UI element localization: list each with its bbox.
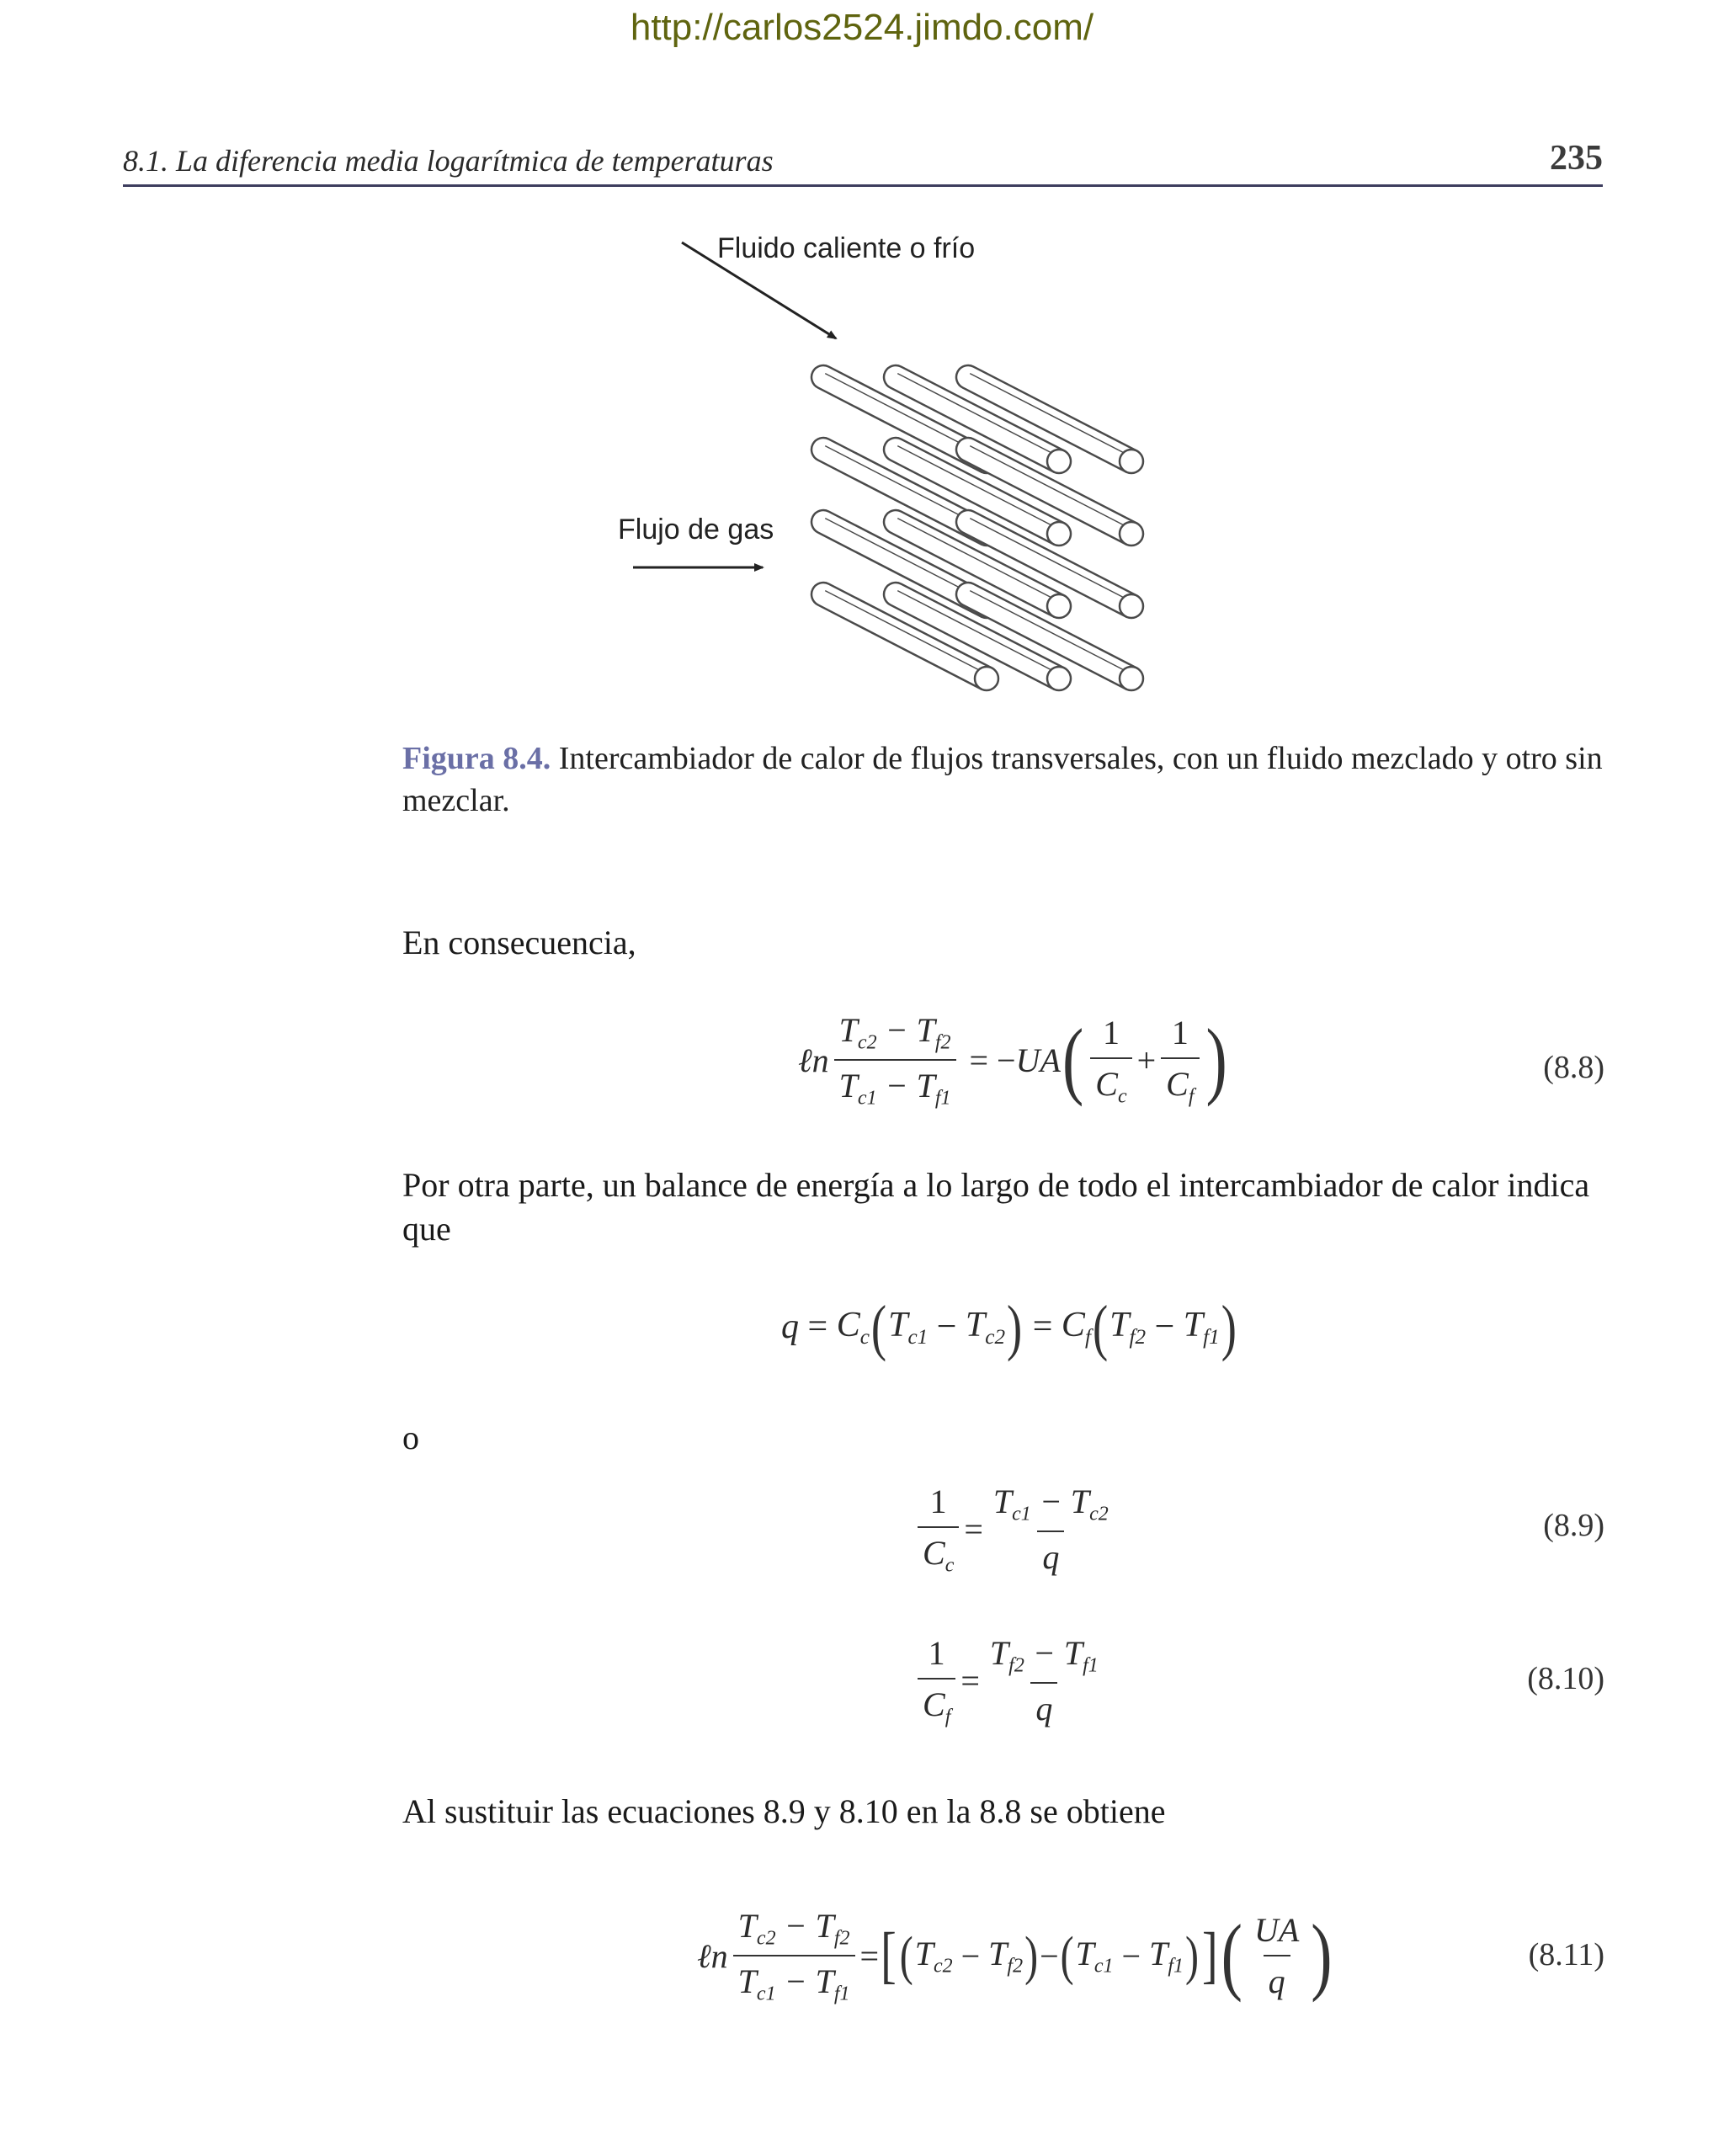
equation-8-8: ℓn $\frac{T_{c2} - T_{f2}}{T_{c1} - T_{f1}}$ = − UA ( $\frac{1}{C_c}$ + $\frac{1}{C_f}$ ) bbox=[798, 1011, 1227, 1110]
running-head: 8.1. La diferencia media logarítmica de temperaturas bbox=[123, 144, 774, 178]
tube-end-cap bbox=[1120, 450, 1143, 473]
equation-8-11: ℓn $\frac{T_{c2} - T_{f2}}{T_{c1} - T_{f1}}$ = [ ( $T_{c2}$ − $T_{f2}$ ) − ( $T_{c1}$ − $T_{f1}$ ) ] ( $\frac{UA}{q}$ ) bbox=[697, 1907, 1333, 2005]
paragraph-or: o bbox=[402, 1419, 419, 1456]
tube-bank bbox=[811, 365, 1143, 690]
figure-label-fluid: Fluido caliente o frío bbox=[717, 232, 976, 264]
equation-8-9: $\frac{1}{C_c}$ = $\frac{T_{c1} - T_{c2}}{q}$ bbox=[913, 1482, 1119, 1577]
equation-number-8-10: (8.10) bbox=[1527, 1661, 1604, 1696]
tube-end-cap bbox=[975, 667, 998, 690]
tube-end-cap bbox=[1047, 594, 1071, 618]
figure-label-gas: Flujo de gas bbox=[618, 514, 774, 546]
tube-end-cap bbox=[1120, 594, 1143, 618]
tube-end-cap bbox=[1047, 522, 1071, 546]
source-url[interactable]: http://carlos2524.jimdo.com/ bbox=[630, 7, 1094, 48]
equation-heat-balance: q = $C_c$ ( $T_{c1}$ − $T_{c2}$ ) = $C_f$ ( $T_{f2}$ − $T_{f1}$ ) bbox=[781, 1292, 1237, 1362]
caption-text: Intercambiador de calor de flujos transversales, con un fluido mezclado y otro sin mezclar. bbox=[402, 741, 1603, 818]
equation-number-8-11: (8.11) bbox=[1528, 1937, 1604, 1972]
equation-number-8-9: (8.9) bbox=[1543, 1508, 1604, 1543]
tube-end-cap bbox=[1120, 522, 1143, 546]
figure-caption bbox=[402, 737, 1606, 822]
tube-end-cap bbox=[1047, 667, 1071, 690]
crossflow-figure bbox=[0, 0, 1724, 758]
equation-8-10: $\frac{1}{C_f}$ = $\frac{T_{f2} - T_{f1}}{q}$ bbox=[913, 1633, 1109, 1728]
fluid-arrow bbox=[682, 242, 836, 338]
page-number: 235 bbox=[1550, 139, 1603, 178]
tube-end-cap bbox=[1047, 450, 1071, 473]
equation-number-8-8: (8.8) bbox=[1543, 1050, 1604, 1085]
paragraph-energy-balance: Por otra parte, un balance de energía a lo largo de todo el intercambiador de calor indica que bbox=[402, 1166, 1590, 1248]
caption-label: Figura 8.4. bbox=[402, 741, 551, 776]
paragraph-substitution: Al sustituir las ecuaciones 8.9 y 8.10 en la 8.8 se obtiene bbox=[402, 1792, 1166, 1830]
tube-end-cap bbox=[1120, 667, 1143, 690]
paragraph-consequence: En consecuencia, bbox=[402, 924, 636, 961]
